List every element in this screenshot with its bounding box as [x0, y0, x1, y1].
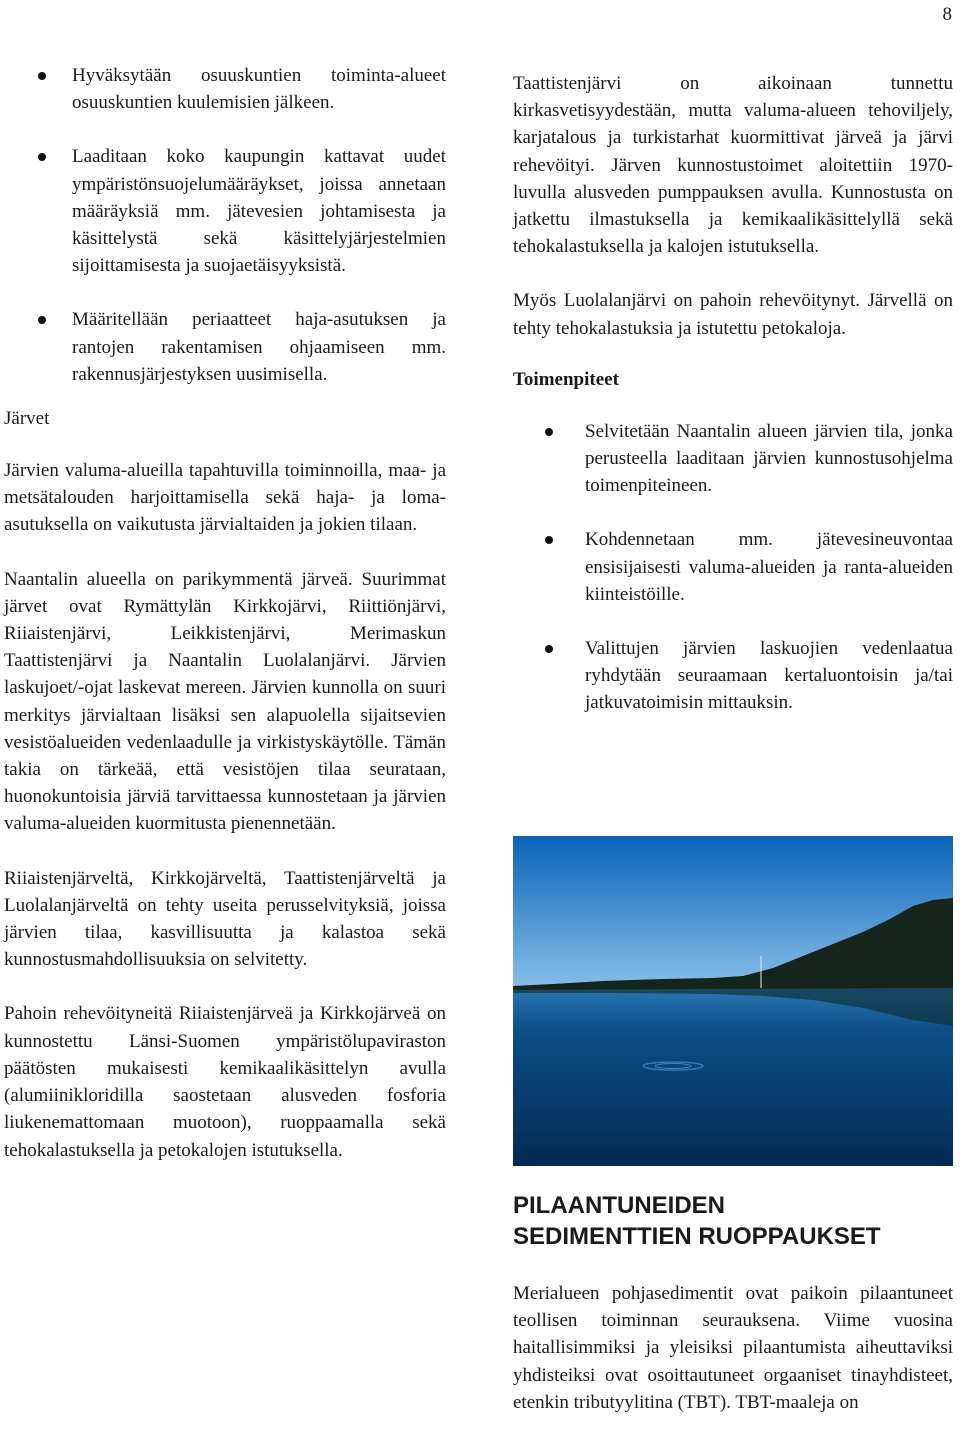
bullet-icon [38, 316, 46, 324]
list-item: Laaditaan koko kaupungin kattavat uudet ympäristönsuojelumääräykset, joissa annetaan määräyksiä mm. jätevesien johtamisesta ja käsittelystä sekä käsittelyjärjestelmien sijoittamisesta ja suojaetäisyyksistä. [4, 143, 446, 279]
bullet-icon [545, 428, 553, 436]
list-item: Määritellään periaatteet haja-asutuksen ja rantojen rakentamisen ohjaamiseen mm. rakennusjärjestyksen uusimisella. [4, 306, 446, 388]
list-item: Valittujen järvien laskuojien vedenlaatua ryhdytään seuraamaan kertaluontoisin ja/tai jatkuvatoimisin mittauksin. [513, 635, 953, 717]
paragraph: Järvien valuma-alueilla tapahtuvilla toiminnoilla, maa- ja metsätalouden harjoittamisella sekä haja- ja loma-asutuksella on vaikutusta järvialtaiden ja jokien tilaan. [4, 460, 446, 536]
paragraph: Pahoin rehevöityneitä Riiaistenjärveä ja Kirkkojärveä on kunnostettu Länsi-Suomen ympäristölupaviraston päätösten mukaisesti kemikaalikäsittelyn avulla (alumiinikloridilla saostetaan alusveden fosforia liukenemattomaan muotoon), ruoppaamalla sekä tehokalastuksella ja petokalojen istutuksella. [4, 1003, 446, 1161]
section-label-jarvet: Järvet [4, 408, 50, 430]
sediment-section [513, 1190, 953, 1416]
left-bullet-list [4, 62, 446, 388]
paragraph: Myös Luolalanjärvi on pahoin rehevöitynyt. Järvellä on tehty tehokalastuksia ja istutettu petokaloja. [513, 290, 953, 339]
spacer [513, 608, 953, 635]
spacer [4, 279, 446, 306]
right-bullet-list [513, 418, 953, 717]
bullet-icon [545, 536, 553, 544]
paragraph: Merialueen pohjasedimentit ovat paikoin pilaantuneet teollisen toiminnan seurauksena. Viime vuosina haitallisimmiksi ja yleisiksi pilaantumista aiheuttaviksi yhdisteiksi ovat osoittautuneet orgaaniset tinayhdisteet, etenkin tributyylitina (TBT). TBT-maaleja on [513, 1283, 953, 1413]
paragraph: Naantalin alueella on parikymmentä järveä. Suurimmat järvet ovat Rymättylän Kirkkojärvi, Riittiönjärvi, Riiaistenjärvi, Leikkistenjärvi, Merimaskun Taattistenjärvi ja Naantalin Luolalanjärvi. Järvien laskujoet/-ojat laskevat mereen. Järvien kunnolla on suuri merkitys järvialtaan lisäksi sen alapuolella sijaitsevien vesistöalueiden vedenlaadulle ja virkistyskäytölle. Tämän takia on tärkeää, että vesistöjen tilaa seurataan, huonokuntoisia järviä tarvittaessa kunnostetaan ja järvien valuma-alueiden kuormitusta pienennetään. [4, 568, 446, 835]
spacer [4, 116, 446, 143]
list-item: Kohdennetaan mm. jätevesineuvontaa ensisijaisesti valuma-alueiden ja ranta-alueiden kiinteistöille. [513, 526, 953, 608]
bullet-icon [545, 645, 553, 653]
right-column [513, 70, 953, 717]
section-heading-line1: PILAANTUNEIDEN [513, 1192, 726, 1219]
list-item: Hyväksytään osuuskuntien toiminta-alueet osuuskuntien kuulemisien jälkeen. [4, 62, 446, 116]
paragraph: Riiaistenjärveltä, Kirkkojärveltä, Taattistenjärveltä ja Luolalanjärveltä on tehty useita perusselvityksiä, joissa järvien tilaa, kasvillisuutta ja kalastoa sekä kunnostusmahdollisuuksia on selvitetty. [4, 867, 446, 971]
bullet-icon [38, 72, 46, 80]
left-column [4, 62, 446, 1164]
section-heading-line2: SEDIMENTTIEN RUOPPAUKSET [513, 1223, 881, 1250]
page-number: 8 [942, 4, 952, 25]
spacer [513, 499, 953, 526]
subheading-toimenpiteet: Toimenpiteet [513, 368, 619, 390]
list-item: Selvitetään Naantalin alueen järvien tila, jonka perusteella laaditaan järvien kunnostusohjelma toimenpiteineen. [513, 418, 953, 500]
lake-photo [513, 836, 953, 1166]
bullet-icon [38, 153, 46, 161]
paragraph: Taattistenjärvi on aikoinaan tunnettu kirkasvetisyydestään, mutta valuma-alueen tehoviljely, karjatalous ja turkistarhat kuormittivat järveä ja järvi rehevöityi. Järven kunnostustoimet aloitettiin 1970-luvulla alusveden pumppauksen avulla. Kunnostusta on jatkettu ilmastuksella ja kemikaalikäsittelyllä sekä tehokalastuksella ja kalojen istutuksella. [513, 73, 953, 258]
